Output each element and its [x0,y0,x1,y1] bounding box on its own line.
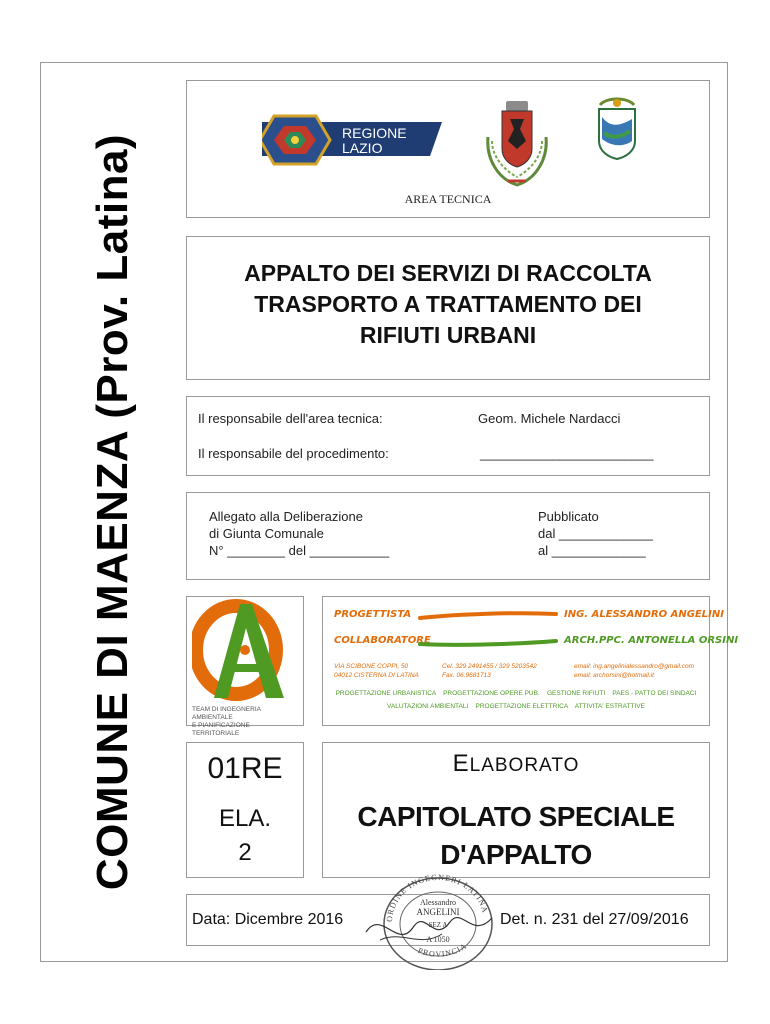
studio-address [334,662,419,680]
deliberation-info [209,508,389,559]
studio-phone [442,662,537,680]
municipality-title: COMUNE DI MAENZA (Prov. Latina) [87,133,137,891]
document-title [186,258,710,351]
elaborato-initial: E [452,750,470,777]
svg-text:ANGELINI: ANGELINI [416,907,460,917]
engineer-stamp-icon [362,870,512,970]
published-to: al _____________ [538,543,646,558]
logo-caption-line-1: TEAM DI INGEGNERIA AMBIENTALE [192,706,261,721]
responsabili-box [186,396,710,476]
designer-brush-stroke [418,610,558,622]
designer-name: ING. ALESSANDRO ANGELINI [564,609,724,620]
address-line-2: 04012 CISTERNA DI LATINA [334,672,419,679]
logo-caption-line-2: E PIANIFICAZIONE TERRITORIALE [192,722,250,737]
email-line-2: email: archorsini@hotmail.it [574,672,654,679]
svg-text:Alessandro: Alessandro [420,898,456,907]
svg-text:PROVINCIA: PROVINCIA [416,941,469,959]
elaborato-rest: LABORATO [469,755,580,776]
document-date: Data: Dicembre 2016 [192,911,344,928]
subject-line-2: D'APPALTO [440,839,592,870]
published-from: dal _____________ [538,526,653,541]
provincia-crest-icon [594,97,640,161]
area-tecnica-label: AREA TECNICA [404,192,492,206]
deliberation-line-2: di Giunta Comunale [209,526,324,541]
side-title [40,62,185,962]
area-responsible-label: Il responsabile dell'area tecnica: [198,411,383,426]
title-line-1: APPALTO DEI SERVIZI DI RACCOLTA [244,260,652,286]
collaborator-brush-stroke [418,638,558,650]
regione-lazio-logo [262,112,442,168]
published-label: Pubblicato [538,509,599,524]
ela-number: 2 [238,839,252,866]
ela-label: ELA. [218,805,272,832]
elaborato-number [186,802,304,870]
svg-text:ORDINE INGEGNERI LATINA: ORDINE INGEGNERI LATINA [384,872,490,923]
collaborator-name: ARCH.PPC. ANTONELLA ORSINI [564,635,739,646]
svg-text:SEZ A: SEZ A [428,921,448,929]
comune-crest-icon [482,97,552,189]
document-subject [323,798,709,874]
procedure-responsible-blank: ________________________ [480,446,654,461]
elaborato-heading [323,750,709,778]
procedure-responsible-label: Il responsabile del procedimento: [198,446,389,461]
studio-email [574,662,694,680]
title-line-2: TRASPORTO A TRATTAMENTO DEI [254,291,642,317]
svg-text:LAZIO: LAZIO [342,140,383,156]
phone-line: Cel. 329 2491455 / 329 5203542 [442,663,537,670]
area-responsible-name: Geom. Michele Nardacci [478,411,621,426]
deliberation-line-3: N° ________ del ___________ [209,543,390,558]
publication-info [538,508,653,559]
svg-text:REGIONE: REGIONE [342,125,407,141]
designer-label: PROGETTISTA [334,609,412,620]
deliberation-line-1: Allegato alla Deliberazione [209,509,363,524]
address-line-1: VIA SCIBONE COPPI, 50 [334,663,409,670]
title-line-3: RIFIUTI URBANI [359,322,537,348]
email-line-1: email: ing.angelinialessandro@gmail.com [574,663,695,670]
studio-logo-caption [192,706,298,738]
collaborator-label: COLLABORATORE [334,635,431,646]
determination-number: Det. n. 231 del 27/09/2016 [500,911,689,928]
services-line-1: PROGETTAZIONE URBANISTICA PROGETTAZIONE OPERE PUB. GESTIONE RIFIUTI PAES - PATTO DEI SINDACI [335,690,697,697]
document-code: 01RE [207,752,283,785]
studio-logo-icon [192,598,298,702]
subject-line-1: CAPITOLATO SPECIALE [357,801,675,832]
services-line-2: VALUTAZIONI AMBIENTALI PROGETTAZIONE ELETTRICA ATTIVITA' ESTRATTIVE [387,703,645,710]
fax-line: Fax. 06.9681713 [442,672,491,679]
svg-text:A 1050: A 1050 [426,935,450,944]
